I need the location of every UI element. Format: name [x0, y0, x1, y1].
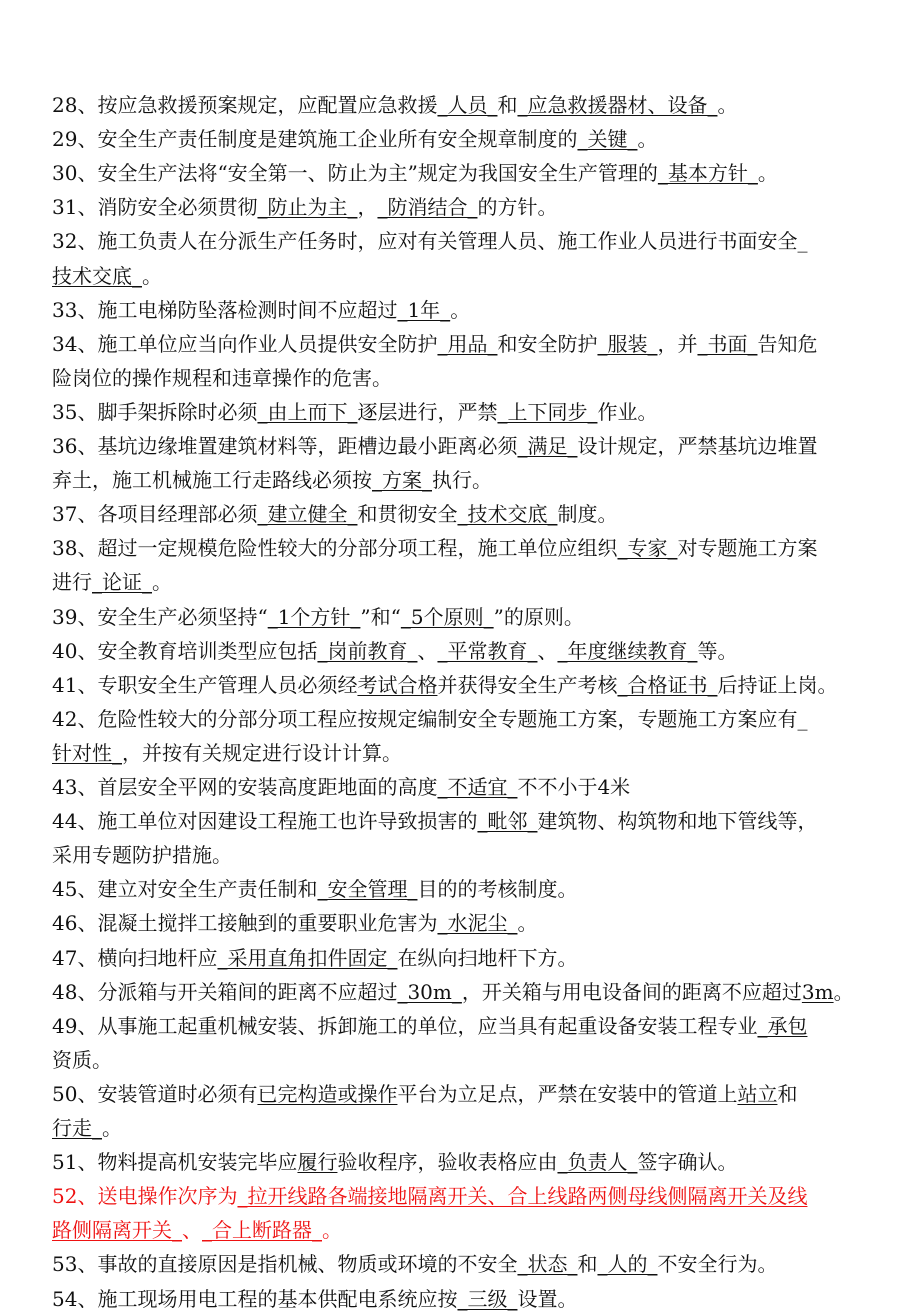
answer-blank: _状态_ [517, 1252, 578, 1277]
question-text: 42、危险性较大的分部分项工程应按规定编制安全专题施工方案，专题施工方案应有_ [52, 706, 808, 731]
question-text: 目的的考核制度。 [417, 877, 578, 902]
question-text: 和 [577, 1252, 598, 1277]
text-line [52, 158, 882, 188]
question-text: 和 [777, 1081, 798, 1106]
text-line [52, 1011, 882, 1041]
answer-blank: _关键_ [577, 127, 638, 152]
answer-blank: _年度继续教育_ [557, 638, 698, 663]
question-text: 37、各项目经理部必须 [52, 502, 258, 527]
question-text: 采用专题防护措施。 [52, 843, 232, 868]
text-line [52, 431, 882, 461]
question-text: 32、施工负责人在分派生产任务时，应对有关管理人员、施工作业人员进行书面安全_ [52, 229, 808, 254]
text-line [52, 704, 882, 734]
text-line [52, 1249, 882, 1279]
question-text: 49、从事施工起重机械安装、拆卸施工的单位，应当具有起重设备安装工程专业 [52, 1013, 758, 1038]
text-line [52, 1079, 882, 1109]
answer-blank: _建立健全_ [257, 502, 358, 527]
question-text: 和贯彻安全 [357, 502, 458, 527]
question-text: 39、安全生产必须坚持“ [52, 604, 268, 629]
question-text: 制度。 [557, 502, 618, 527]
answer-blank: _人的_ [597, 1252, 658, 1277]
answer-blank: _服装_ [597, 331, 658, 356]
question-text: 告知危 [757, 331, 818, 356]
answer-blank: _安全管理_ [317, 877, 418, 902]
text-line [52, 567, 882, 597]
question-text: 和 [497, 93, 518, 117]
question-text: 。 [833, 979, 854, 1004]
answer-blank: 履行 [297, 1150, 338, 1175]
text-line [52, 124, 882, 154]
question-text: 签字确认。 [637, 1150, 738, 1175]
answer-blank: _方案_ [372, 468, 432, 493]
text-line [52, 738, 882, 768]
question-text: 。 [450, 297, 471, 322]
question-text: 30、安全生产法将“安全第一、防止为主”规定为我国安全生产管理的 [52, 161, 658, 186]
answer-blank: _采用直角扣件固定_ [217, 945, 398, 970]
question-text: 等。 [697, 638, 738, 663]
question-text: 和安全防护 [497, 331, 598, 356]
question-text: 47、横向扫地杆应 [52, 945, 218, 970]
answer-blank: _毗邻_ [477, 809, 538, 834]
question-text: 。 [717, 93, 738, 117]
question-text: 。 [517, 911, 538, 936]
question-text: 不不小于4米 [517, 775, 631, 799]
answer-blank: _不适宜_ [437, 775, 518, 799]
question-text: 。 [152, 570, 172, 595]
question-text: 54、施工现场用电工程的基本供配电系统应按 [52, 1286, 458, 1311]
question-text: 设置。 [517, 1286, 578, 1311]
answer-blank: _5个原则_ [400, 604, 494, 629]
answer-blank: _书面_ [697, 331, 758, 356]
answer-blank: _技术交底_ [457, 502, 558, 527]
answer-blank: _论证_ [92, 570, 152, 595]
question-text: 对专题施工方案 [677, 536, 818, 561]
question-text: 不安全行为。 [657, 1252, 778, 1277]
question-text: 46、混凝土搅拌工接触到的重要职业危害为 [52, 911, 438, 936]
answer-blank: 站立 [737, 1081, 778, 1106]
text-line [52, 943, 882, 973]
answer-blank: _水泥尘_ [437, 911, 518, 936]
answer-blank: 已完构造或操作 [257, 1081, 398, 1106]
answer-blank: _基本方针_ [657, 161, 758, 186]
answer-blank: _防止为主_ [257, 195, 358, 220]
text-line [52, 261, 882, 291]
question-text: 51、物料提高机安装完毕应 [52, 1150, 298, 1175]
text-line [52, 908, 882, 938]
text-line [52, 363, 882, 393]
question-text: 48、分派箱与开关箱间的距离不应超过 [52, 979, 398, 1004]
question-text: 。 [637, 127, 658, 152]
answer-blank: _由上而下_ [257, 399, 358, 424]
question-text: 34、施工单位应当向作业人员提供安全防护 [52, 331, 438, 356]
question-text: 的方针。 [477, 195, 558, 220]
question-text: 31、消防安全必须贯彻 [52, 195, 258, 220]
answer-blank: _合格证书_ [617, 672, 718, 697]
answer-blank: _拉开线路各端接地隔离开关、合上线路两侧母线侧隔离开关及线 [237, 1184, 808, 1209]
question-text: 40、安全教育培训类型应包括 [52, 638, 318, 663]
question-text: 作业。 [597, 399, 658, 424]
question-text: 并获得安全生产考核 [437, 672, 618, 697]
answer-blank: _岗前教育_ [317, 638, 418, 663]
question-text: ”的原则。 [493, 604, 584, 629]
text-line [52, 465, 882, 495]
answer-blank: _30m_ [397, 979, 462, 1004]
answer-blank: _防消结合_ [377, 195, 478, 220]
text-line [52, 226, 882, 256]
question-text: 。 [102, 1116, 122, 1140]
answer-blank: _满足_ [517, 434, 578, 458]
question-text: ”和“ [360, 604, 401, 629]
text-line [52, 397, 882, 427]
question-text: 28、按应急救援预案规定，应配置应急救援 [52, 93, 438, 117]
text-line [52, 499, 882, 529]
text-line [52, 1215, 882, 1245]
question-text: 50、安装管道时必须有 [52, 1081, 258, 1106]
text-line [52, 772, 882, 802]
question-text: ，并按有关规定进行设计计算。 [122, 740, 402, 765]
question-text: 弃土，施工机械施工行走路线必须按 [52, 468, 372, 493]
answer-blank: _1个方针_ [267, 604, 361, 629]
question-text: 。 [322, 1218, 342, 1243]
answer-blank: _1年_ [397, 297, 451, 322]
answer-blank: _人员_ [437, 93, 498, 117]
text-line [52, 1113, 882, 1143]
question-text: 43、首层安全平网的安装高度距地面的高度 [52, 775, 438, 799]
text-line [52, 636, 882, 666]
answer-blank: 考试合格 [357, 672, 438, 697]
answer-blank: 技术交底_ [52, 263, 142, 288]
question-text: 险岗位的操作规程和违章操作的危害。 [52, 365, 392, 390]
question-text: 45、建立对安全生产责任制和 [52, 877, 318, 902]
question-text: ， [357, 195, 378, 220]
question-text: ，开关箱与用电设备间的距离不应超过 [461, 979, 802, 1004]
text-line [52, 295, 882, 325]
answer-blank: _承包 [757, 1013, 808, 1038]
question-text: 在纵向扫地杆下方。 [397, 945, 578, 970]
text-line [52, 192, 882, 222]
question-text: 逐层进行，严禁 [357, 399, 498, 424]
text-line [52, 1147, 882, 1177]
question-text: 。 [757, 161, 778, 186]
text-line [52, 1284, 882, 1314]
question-text: 35、脚手架拆除时必须 [52, 399, 258, 424]
text-line [52, 874, 882, 904]
question-text: 52、送电操作次序为 [52, 1184, 238, 1209]
question-text: 38、超过一定规模危险性较大的分部分项工程，施工单位应组织 [52, 536, 618, 561]
answer-blank: _三级_ [457, 1286, 518, 1311]
text-line [52, 1181, 882, 1211]
answer-blank: _负责人_ [557, 1150, 638, 1175]
text-line [52, 602, 882, 632]
question-text: 后持证上岗。 [717, 672, 838, 697]
answer-blank: 路侧隔离开关_ [52, 1218, 182, 1243]
question-text: 29、安全生产责任制度是建筑施工企业所有安全规章制度的 [52, 127, 578, 152]
answer-blank: _平常教育_ [437, 638, 538, 663]
text-line [52, 533, 882, 563]
question-text: 、 [182, 1218, 202, 1243]
answer-blank: _用品_ [437, 331, 498, 356]
text-line [52, 977, 882, 1007]
text-line [52, 1045, 882, 1075]
text-line [52, 670, 882, 700]
question-text: 53、事故的直接原因是指机械、物质或环境的不安全 [52, 1252, 518, 1277]
answer-blank: _上下同步_ [497, 399, 598, 424]
answer-blank: 针对性_ [52, 740, 122, 765]
text-line [52, 840, 882, 870]
question-text: 资质。 [52, 1047, 112, 1072]
question-text: 。 [142, 263, 162, 288]
question-text: 44、施工单位对因建设工程施工也许导致损害的 [52, 809, 478, 834]
text-line [52, 806, 882, 836]
question-text: 33、施工电梯防坠落检测时间不应超过 [52, 297, 398, 322]
question-text: 验收程序，验收表格应由 [337, 1150, 558, 1175]
answer-blank: _合上断路器_ [202, 1218, 322, 1243]
question-text: 设计规定，严禁基坑边堆置 [577, 434, 818, 458]
question-text: 进行 [52, 570, 92, 595]
question-text: ，并 [657, 331, 698, 356]
answer-blank: _应急救援器材、设备_ [517, 93, 718, 117]
question-text: 41、专职安全生产管理人员必须经 [52, 672, 358, 697]
text-line [52, 329, 882, 359]
text-line [52, 90, 882, 120]
question-text: 执行。 [432, 468, 492, 493]
answer-blank: _专家_ [617, 536, 678, 561]
answer-blank: 3m [801, 979, 834, 1004]
question-text: 建筑物、构筑物和地下管线等， [537, 809, 818, 834]
question-text: 、 [537, 638, 558, 663]
question-text: 36、基坑边缘堆置建筑材料等，距槽边最小距离必须 [52, 434, 518, 458]
question-text: 、 [417, 638, 438, 663]
answer-blank: 行走_ [52, 1116, 102, 1140]
question-text: 平台为立足点，严禁在安装中的管道上 [397, 1081, 738, 1106]
